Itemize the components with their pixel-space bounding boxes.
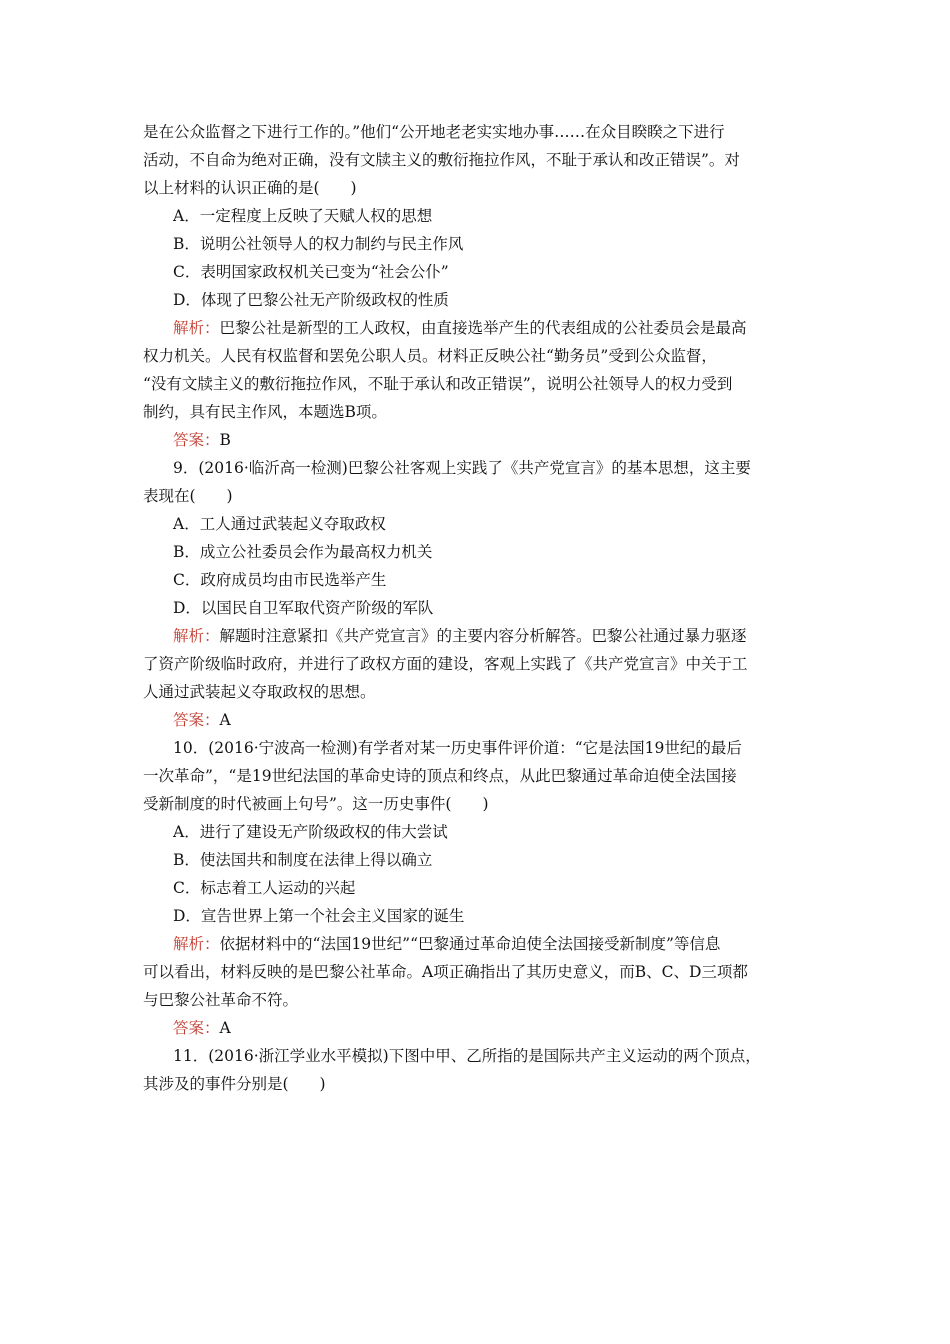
answer-label: 答案： [173,431,220,449]
q8-stem-line: 以上材料的认识正确的是( ) [143,179,357,197]
q8-stem-line: 是在公众监督之下进行工作的。”他们“公开地老老实实地办事……在众目睽睽之下进行 [143,123,725,141]
q8-analysis-line: “没有文牍主义的敷衍拖拉作风，不耻于承认和改正错误”，说明公社领导人的权力受到 [143,375,733,393]
q9-stem-line: 表现在( ) [143,487,233,505]
q9-analysis-line: 人通过武装起义夺取政权的思想。 [143,683,376,701]
answer-value: A [219,1019,231,1037]
q10-answer-line [173,1018,843,1038]
q11-stem-line: 其涉及的事件分别是( ) [143,1075,326,1093]
analysis-text: 解题时注意紧扣《共产党宣言》的主要内容分析解答。巴黎公社通过暴力驱逐 [219,627,747,645]
q9-option-b: B．成立公社委员会作为最高权力机关 [173,543,433,561]
answer-value: A [219,711,231,729]
q10-option-a: A．进行了建设无产阶级政权的伟大尝试 [173,823,448,841]
analysis-label: 解析： [173,935,220,953]
q9-analysis-line [173,626,843,646]
answer-value: B [219,431,231,449]
q10-option-c: C．标志着工人运动的兴起 [173,879,356,897]
q8-analysis-line: 制约，具有民主作风，本题选B项。 [143,403,387,421]
q8-analysis-line [173,318,843,338]
q8-option-c: C．表明国家政权机关已变为“社会公仆” [173,263,449,281]
q8-analysis-line: 权力机关。人民有权监督和罢免公职人员。材料正反映公社“勤务员”受到公众监督， [143,347,717,365]
q10-stem-line: 一次革命”，“是19世纪法国的革命史诗的顶点和终点，从此巴黎通过革命迫使全法国接 [143,767,737,785]
q8-option-b: B．说明公社领导人的权力制约与民主作风 [173,235,464,253]
q8-option-d: D．体现了巴黎公社无产阶级政权的性质 [173,291,449,309]
q10-option-b: B．使法国共和制度在法律上得以确立 [173,851,433,869]
q9-answer-line [173,710,843,730]
answer-label: 答案： [173,711,220,729]
answer-label: 答案： [173,1019,220,1037]
analysis-label: 解析： [173,319,220,337]
q9-option-a: A．工人通过武装起义夺取政权 [173,515,386,533]
q9-analysis-line: 了资产阶级临时政府，并进行了政权方面的建设，客观上实践了《共产党宣言》中关于工 [143,655,748,673]
analysis-text: 巴黎公社是新型的工人政权，由直接选举产生的代表组成的公社委员会是最高 [219,319,747,337]
q8-answer-line [173,430,843,450]
q8-option-a: A．一定程度上反映了天赋人权的思想 [173,207,433,225]
q10-option-d: D．宣告世界上第一个社会主义国家的诞生 [173,907,465,925]
q9-stem-line: 9．(2016·临沂高一检测)巴黎公社客观上实践了《共产党宣言》的基本思想，这主要 [173,459,751,477]
q9-option-c: C．政府成员均由市民选举产生 [173,571,387,589]
q10-stem-line: 受新制度的时代被画上句号”。这一历史事件( ) [143,795,489,813]
q10-analysis-line: 与巴黎公社革命不符。 [143,991,299,1009]
q11-stem-line: 11．(2016·浙江学业水平模拟)下图中甲、乙所指的是国际共产主义运动的两个顶点， [173,1047,761,1065]
q8-stem-line: 活动，不自命为绝对正确，没有文牍主义的敷衍拖拉作风，不耻于承认和改正错误”。对 [143,151,740,169]
analysis-text: 依据材料中的“法国19世纪”“巴黎通过革命迫使全法国接受新制度”等信息 [219,935,721,953]
q10-analysis-line: 可以看出，材料反映的是巴黎公社革命。A项正确指出了其历史意义，而B、C、D三项都 [143,963,748,981]
q9-option-d: D．以国民自卫军取代资产阶级的军队 [173,599,434,617]
analysis-label: 解析： [173,627,220,645]
q10-analysis-line [173,934,843,954]
q10-stem-line: 10．(2016·宁波高一检测)有学者对某一历史事件评价道：“它是法国19世纪的最后 [173,739,742,757]
